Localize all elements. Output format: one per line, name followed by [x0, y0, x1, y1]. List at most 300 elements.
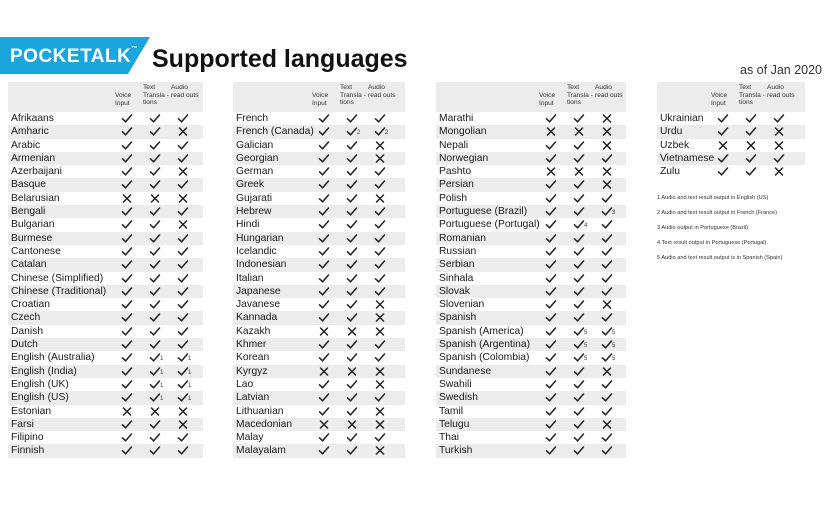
- cross-icon: [177, 406, 189, 417]
- language-name: Greek: [236, 179, 265, 191]
- check-icon: [346, 379, 358, 390]
- check-icon: [149, 219, 161, 230]
- table-row: [233, 418, 405, 431]
- check-icon: [601, 259, 613, 270]
- language-name: Czech: [11, 312, 41, 324]
- language-name: Sundanese: [439, 365, 492, 377]
- check-icon: [773, 153, 785, 164]
- check-icon: [346, 432, 358, 443]
- cross-icon: [573, 166, 585, 177]
- footnote: 4 Text result output in Portuguese (Portugal): [657, 240, 767, 246]
- table-row: [657, 139, 805, 152]
- language-name: Belarusian: [11, 192, 60, 204]
- check-icon: [346, 193, 358, 204]
- check-icon: [346, 406, 358, 417]
- check-icon: [149, 366, 164, 377]
- check-icon: [545, 233, 557, 244]
- check-icon: [374, 352, 386, 363]
- check-icon: [374, 179, 386, 190]
- cross-icon: [374, 312, 386, 323]
- check-icon: [318, 312, 330, 323]
- check-icon: [573, 259, 585, 270]
- table-row: [436, 298, 626, 311]
- table-row: [436, 245, 626, 258]
- audio-readouts-header: Audio read outs: [171, 84, 199, 99]
- check-icon: [573, 406, 585, 417]
- footnote-marker: 4: [584, 223, 588, 230]
- language-name: Romanian: [439, 232, 486, 244]
- check-icon: [545, 419, 557, 430]
- text-translations-header: Text Transla - tions: [567, 84, 593, 106]
- check-icon: [773, 113, 785, 124]
- check-icon: [121, 113, 133, 124]
- language-name: English (US): [11, 392, 69, 404]
- language-name: Uzbek: [660, 139, 690, 151]
- language-name: Spanish (Argentina): [439, 339, 531, 351]
- check-icon: [545, 193, 557, 204]
- check-icon: [177, 246, 189, 257]
- cross-icon: [374, 326, 386, 337]
- table-row: [657, 125, 805, 138]
- language-name: Persian: [439, 179, 474, 191]
- table-row: [8, 338, 203, 351]
- table-row: [8, 311, 203, 324]
- language-name: Kannada: [236, 312, 278, 324]
- cross-icon: [149, 406, 161, 417]
- language-name: Azerbaijani: [11, 166, 62, 178]
- cross-icon: [346, 419, 358, 430]
- check-icon: [601, 379, 613, 390]
- footnote-marker: 1: [188, 382, 192, 389]
- language-name: Farsi: [11, 418, 34, 430]
- check-icon: [121, 312, 133, 323]
- check-icon: [717, 126, 729, 137]
- language-name: Burmese: [11, 232, 53, 244]
- check-icon: [573, 233, 585, 244]
- check-icon: [149, 113, 161, 124]
- language-name: Bengali: [11, 206, 46, 218]
- check-icon: [374, 166, 386, 177]
- check-icon: [545, 179, 557, 190]
- table-row: [233, 378, 405, 391]
- table-row: [436, 418, 626, 431]
- language-name: Hungarian: [236, 232, 284, 244]
- table-row: [657, 112, 805, 125]
- footnote-marker: 1: [160, 356, 164, 363]
- table-header: [436, 82, 626, 112]
- cross-icon: [773, 166, 785, 177]
- check-icon: [346, 299, 358, 310]
- check-icon: [545, 312, 557, 323]
- check-icon: [177, 140, 189, 151]
- table-row: [436, 431, 626, 444]
- check-icon: [745, 126, 757, 137]
- cross-icon: [346, 326, 358, 337]
- check-icon: [573, 179, 585, 190]
- check-icon: [374, 126, 389, 137]
- cross-icon: [773, 126, 785, 137]
- check-icon: [346, 352, 358, 363]
- check-icon: [149, 379, 164, 390]
- table-row: [233, 192, 405, 205]
- check-icon: [318, 406, 330, 417]
- check-icon: [346, 312, 358, 323]
- check-icon: [121, 379, 133, 390]
- table-row: [8, 218, 203, 231]
- language-name: Macedonian: [236, 418, 293, 430]
- table-row: [8, 391, 203, 404]
- language-name: Latvian: [236, 392, 270, 404]
- check-icon: [374, 392, 386, 403]
- footnote-marker: 2: [385, 130, 389, 137]
- table-row: [436, 125, 626, 138]
- check-icon: [601, 206, 616, 217]
- language-name: Swedish: [439, 392, 478, 404]
- check-icon: [149, 233, 161, 244]
- cross-icon: [573, 126, 585, 137]
- check-icon: [177, 432, 189, 443]
- table-row: [8, 325, 203, 338]
- table-row: [436, 192, 626, 205]
- cross-icon: [121, 193, 133, 204]
- footnote-marker: 1: [160, 382, 164, 389]
- table-row: [233, 444, 405, 457]
- check-icon: [177, 233, 189, 244]
- check-icon: [177, 379, 192, 390]
- cross-icon: [374, 419, 386, 430]
- check-icon: [545, 366, 557, 377]
- check-icon: [149, 153, 161, 164]
- table-row: [436, 218, 626, 231]
- check-icon: [318, 126, 330, 137]
- language-name: Japanese: [236, 285, 281, 297]
- check-icon: [177, 206, 189, 217]
- check-icon: [573, 113, 585, 124]
- check-icon: [121, 246, 133, 257]
- check-icon: [121, 366, 133, 377]
- check-icon: [573, 392, 585, 403]
- table-row: [233, 285, 405, 298]
- text-translations-header: Text Transla - tions: [340, 84, 366, 106]
- voice-input-header: Voice Input: [115, 92, 132, 107]
- check-icon: [149, 352, 164, 363]
- check-icon: [346, 113, 358, 124]
- footnote-marker: 5: [612, 329, 616, 336]
- table-row: [436, 258, 626, 271]
- check-icon: [121, 126, 133, 137]
- cross-icon: [545, 126, 557, 137]
- check-icon: [573, 312, 585, 323]
- check-icon: [545, 259, 557, 270]
- language-name: Indonesian: [236, 259, 287, 271]
- check-icon: [573, 286, 585, 297]
- language-name: Urdu: [660, 126, 683, 138]
- check-icon: [121, 326, 133, 337]
- check-icon: [177, 113, 189, 124]
- language-name: Lao: [236, 378, 254, 390]
- check-icon: [374, 339, 386, 350]
- check-icon: [121, 166, 133, 177]
- check-icon: [545, 246, 557, 257]
- table-row: [436, 232, 626, 245]
- table-row: [436, 285, 626, 298]
- language-name: Bulgarian: [11, 219, 55, 231]
- table-row: [233, 298, 405, 311]
- check-icon: [318, 179, 330, 190]
- footnote-marker: 5: [584, 343, 588, 350]
- table-header: [233, 82, 405, 112]
- cross-icon: [346, 366, 358, 377]
- check-icon: [121, 419, 133, 430]
- check-icon: [177, 352, 192, 363]
- language-name: Zulu: [660, 166, 681, 178]
- cross-icon: [745, 140, 757, 151]
- table-row: [436, 405, 626, 418]
- check-icon: [545, 273, 557, 284]
- footnote-marker: 5: [584, 329, 588, 336]
- table-row: [436, 139, 626, 152]
- check-icon: [717, 113, 729, 124]
- table-row: [436, 165, 626, 178]
- check-icon: [545, 406, 557, 417]
- language-name: Ukrainian: [660, 113, 704, 124]
- cross-icon: [177, 419, 189, 430]
- table-row: [657, 165, 805, 178]
- check-icon: [318, 166, 330, 177]
- footnote: 2 Audio and text result output in French (France): [657, 210, 778, 216]
- check-icon: [149, 286, 161, 297]
- check-icon: [573, 273, 585, 284]
- language-name: Amharic: [11, 126, 49, 138]
- table-row: [233, 258, 405, 271]
- check-icon: [573, 326, 588, 337]
- footnote-marker: 5: [612, 343, 616, 350]
- language-name: Russian: [439, 245, 477, 257]
- language-name: Chinese (Traditional): [11, 285, 107, 297]
- language-name: Georgian: [236, 152, 279, 164]
- table-row: [436, 351, 626, 364]
- language-name: Malay: [236, 432, 264, 444]
- language-name: English (UK): [11, 378, 69, 390]
- check-icon: [149, 326, 161, 337]
- check-icon: [177, 179, 189, 190]
- check-icon: [601, 432, 613, 443]
- check-icon: [121, 273, 133, 284]
- table-row: [233, 272, 405, 285]
- check-icon: [374, 273, 386, 284]
- language-table: [657, 82, 805, 179]
- check-icon: [318, 246, 330, 257]
- cross-icon: [374, 299, 386, 310]
- table-row: [657, 152, 805, 165]
- table-row: [233, 232, 405, 245]
- language-name: Dutch: [11, 339, 38, 351]
- check-icon: [149, 392, 164, 403]
- language-name: Slovak: [439, 285, 470, 297]
- footnote-marker: 5: [584, 356, 588, 363]
- cross-icon: [545, 166, 557, 177]
- check-icon: [601, 339, 616, 350]
- check-icon: [121, 352, 133, 363]
- check-icon: [318, 299, 330, 310]
- check-icon: [121, 219, 133, 230]
- check-icon: [573, 153, 585, 164]
- check-icon: [374, 233, 386, 244]
- audio-readouts-header: Audio read outs: [767, 84, 795, 99]
- check-icon: [149, 339, 161, 350]
- table-row: [8, 378, 203, 391]
- check-icon: [177, 153, 189, 164]
- language-name: Kazakh: [236, 325, 271, 337]
- check-icon: [318, 352, 330, 363]
- check-icon: [177, 286, 189, 297]
- check-icon: [573, 140, 585, 151]
- check-icon: [573, 193, 585, 204]
- language-name: Thai: [439, 432, 460, 444]
- cross-icon: [601, 419, 613, 430]
- table-row: [8, 232, 203, 245]
- check-icon: [601, 219, 613, 230]
- check-icon: [573, 339, 588, 350]
- check-icon: [318, 113, 330, 124]
- table-row: [233, 351, 405, 364]
- check-icon: [573, 246, 585, 257]
- check-icon: [601, 246, 613, 257]
- table-row: [8, 365, 203, 378]
- language-name: Marathi: [439, 113, 474, 124]
- check-icon: [545, 379, 557, 390]
- check-icon: [601, 193, 613, 204]
- check-icon: [121, 206, 133, 217]
- check-icon: [601, 352, 616, 363]
- check-icon: [601, 392, 613, 403]
- footnotes: [657, 195, 827, 270]
- check-icon: [121, 445, 133, 456]
- check-icon: [374, 286, 386, 297]
- check-icon: [573, 432, 585, 443]
- check-icon: [318, 273, 330, 284]
- check-icon: [346, 286, 358, 297]
- check-icon: [177, 312, 189, 323]
- check-icon: [318, 206, 330, 217]
- table-row: [8, 258, 203, 271]
- cross-icon: [318, 366, 330, 377]
- table-row: [8, 205, 203, 218]
- language-name: English (India): [11, 365, 77, 377]
- language-name: Polish: [439, 192, 468, 204]
- check-icon: [346, 246, 358, 257]
- check-icon: [121, 140, 133, 151]
- check-icon: [121, 286, 133, 297]
- language-name: Lithuanian: [236, 405, 284, 417]
- cross-icon: [601, 366, 613, 377]
- check-icon: [121, 259, 133, 270]
- check-icon: [374, 259, 386, 270]
- table-row: [233, 431, 405, 444]
- footnote: 1 Audio and text result output in English (US): [657, 195, 769, 201]
- table-row: [436, 365, 626, 378]
- check-icon: [374, 432, 386, 443]
- language-name: Swahili: [439, 378, 472, 390]
- page-title: Supported languages: [152, 45, 408, 73]
- table-row: [436, 338, 626, 351]
- language-name: Catalan: [11, 259, 47, 271]
- check-icon: [545, 113, 557, 124]
- table-row: [233, 365, 405, 378]
- language-name: Galician: [236, 139, 274, 151]
- check-icon: [149, 432, 161, 443]
- text-translations-header: Text Transla - tions: [739, 84, 765, 106]
- check-icon: [318, 392, 330, 403]
- check-icon: [121, 179, 133, 190]
- check-icon: [121, 339, 133, 350]
- check-icon: [149, 126, 161, 137]
- table-row: [233, 165, 405, 178]
- cross-icon: [773, 140, 785, 151]
- language-name: Khmer: [236, 339, 267, 351]
- check-icon: [545, 140, 557, 151]
- language-name: Gujarati: [236, 192, 273, 204]
- voice-input-header: Voice Input: [711, 92, 728, 107]
- check-icon: [177, 326, 189, 337]
- footnote: 3 Audio output in Portuguese (Brazil): [657, 225, 749, 231]
- footnote-marker: 1: [188, 356, 192, 363]
- check-icon: [177, 366, 192, 377]
- check-icon: [177, 273, 189, 284]
- cross-icon: [601, 179, 613, 190]
- check-icon: [346, 219, 358, 230]
- language-table: [436, 82, 626, 458]
- cross-icon: [177, 193, 189, 204]
- check-icon: [601, 312, 613, 323]
- check-icon: [545, 206, 557, 217]
- table-row: [436, 378, 626, 391]
- language-name: Turkish: [439, 445, 473, 457]
- text-translations-header: Text Transla - tions: [143, 84, 169, 106]
- check-icon: [346, 273, 358, 284]
- check-icon: [177, 339, 189, 350]
- table-row: [8, 351, 203, 364]
- table-row: [233, 139, 405, 152]
- language-name: Malayalam: [236, 445, 286, 457]
- table-row: [8, 125, 203, 138]
- cross-icon: [318, 419, 330, 430]
- check-icon: [177, 392, 192, 403]
- cross-icon: [374, 153, 386, 164]
- cross-icon: [149, 193, 161, 204]
- check-icon: [346, 166, 358, 177]
- check-icon: [374, 219, 386, 230]
- language-name: Armenian: [11, 152, 56, 164]
- table-row: [8, 112, 203, 125]
- cross-icon: [601, 140, 613, 151]
- language-name: Javanese: [236, 299, 281, 311]
- check-icon: [149, 140, 161, 151]
- language-name: Nepali: [439, 139, 469, 151]
- check-icon: [374, 206, 386, 217]
- language-name: Hebrew: [236, 206, 272, 218]
- check-icon: [601, 445, 613, 456]
- check-icon: [573, 379, 585, 390]
- cross-icon: [121, 406, 133, 417]
- check-icon: [318, 153, 330, 164]
- table-row: [8, 298, 203, 311]
- check-icon: [573, 419, 585, 430]
- language-name: French: [236, 113, 269, 124]
- footnote-marker: 2: [357, 130, 361, 137]
- table-row: [233, 338, 405, 351]
- table-row: [436, 205, 626, 218]
